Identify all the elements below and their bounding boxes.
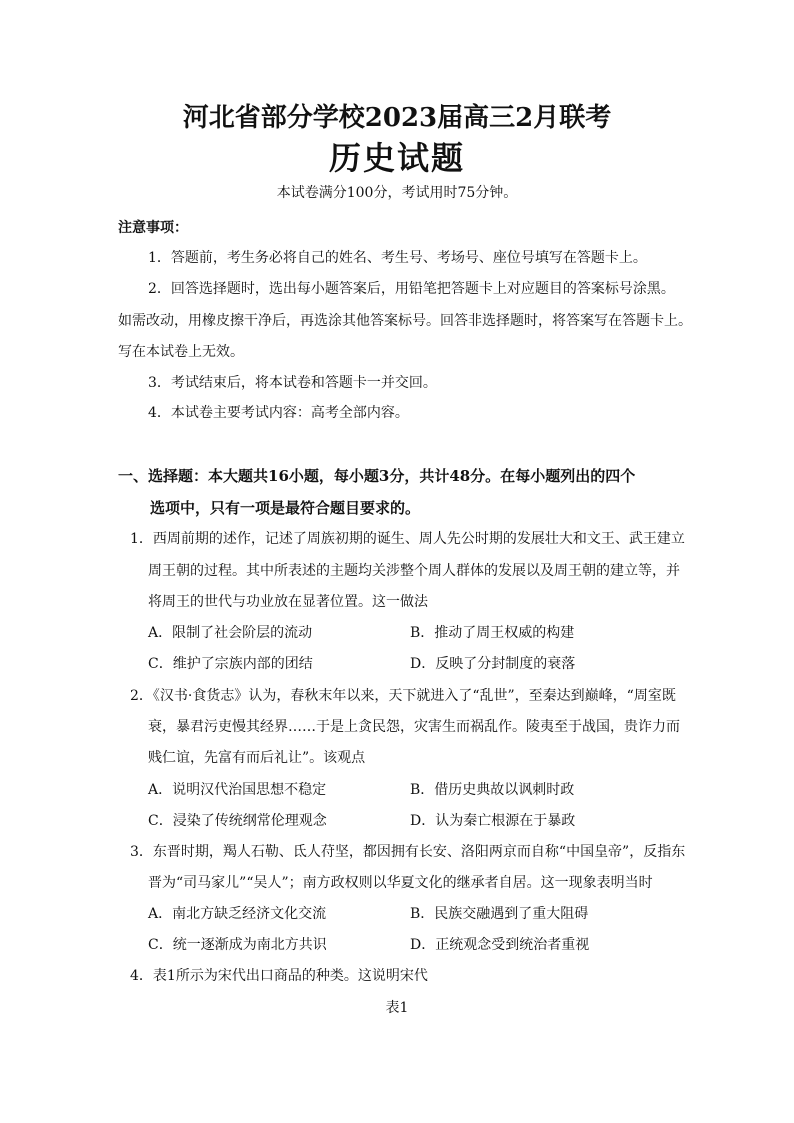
section-heading-line-2: 选项中，只有一项是最符合题目要求的。 [150,499,421,517]
q1-stem-line-2: 周王朝的过程。其中所表述的主题均关涉整个周人群体的发展以及周王朝的建立等，并 [148,563,680,579]
q3-stem-line-2: 晋为“司马家儿”“吴人”；南方政权则以华夏文化的继承者自居。这一现象表明当时 [148,875,653,891]
q3-option-d: D．正统观念受到统治者重视 [410,937,590,953]
q1-option-c: C．维护了宗族内部的团结 [148,656,313,672]
q2-option-d: D．认为秦亡根源在于暴政 [410,813,576,829]
q2-stem-line-2: 衰，暴君污吏慢其经界……于是上贪民怨，灾害生而祸乱作。陵夷至于战国，贵诈力而 [148,719,680,735]
q1-option-b: B．推动了周王权威的构建 [410,625,575,641]
q3-stem-line-1: 3．东晋时期，羯人石勒、氐人苻坚，都因拥有长安、洛阳两京而自称“中国皇帝”，反指东 [130,844,686,860]
notice-item-2-line-3: 写在本试卷上无效。 [118,344,244,360]
q2-stem-line-3: 贱仁谊，先富有而后礼让”。该观点 [148,750,366,766]
table-caption: 表1 [385,1000,409,1016]
q2-option-c: C．浸染了传统纲常伦理观念 [148,813,327,829]
q1-option-d: D．反映了分封制度的衰落 [410,656,576,672]
q3-option-a: A．南北方缺乏经济文化交流 [148,906,327,922]
q3-option-b: B．民族交融遇到了重大阻碍 [410,906,589,922]
notice-item-4: 4．本试卷主要考试内容：高考全部内容。 [148,405,409,421]
section-heading-line-1: 一、选择题：本大题共16小题，每小题3分，共计48分。在每小题列出的四个 [118,467,636,485]
q2-option-b: B．借历史典故以讽刺时政 [410,782,575,798]
subject-title: 历史试题 [328,139,465,177]
q1-option-a: A．限制了社会阶层的流动 [148,625,313,641]
notice-item-2-line-1: 2．回答选择题时，选出每小题答案后，用铅笔把答题卡上对应题目的答案标号涂黑。 [148,281,675,297]
q1-stem-line-3: 将周王的世代与功业放在显著位置。这一做法 [148,594,428,610]
notice-heading: 注意事项： [118,220,188,236]
q2-option-a: A．说明汉代治国思想不稳定 [148,782,327,798]
notice-item-3: 3．考试结束后，将本试卷和答题卡一并交回。 [148,375,437,391]
q2-stem-line-1: 2．《汉书·食货志》认为，春秋末年以来，天下就进入了“乱世”，至秦达到巅峰，“周室既 [130,688,676,704]
notice-item-2-line-2: 如需改动，用橡皮擦干净后，再选涂其他答案标号。回答非选择题时，将答案写在答题卡上。 [118,313,692,329]
q1-stem-line-1: 1．西周前期的述作，记述了周族初期的诞生、周人先公时期的发展壮大和文王、武王建立 [130,531,685,547]
q3-option-c: C．统一逐渐成为南北方共识 [148,937,327,953]
exam-subtitle: 本试卷满分100分，考试用时75分钟。 [276,185,518,201]
notice-item-1: 1．答题前，考生务必将自己的姓名、考生号、考场号、座位号填写在答题卡上。 [148,250,647,266]
exam-title: 河北省部分学校2023届高三2月联考 [182,103,612,133]
q4-stem-line-1: 4．表1所示为宋代出口商品的种类。这说明宋代 [130,968,428,984]
